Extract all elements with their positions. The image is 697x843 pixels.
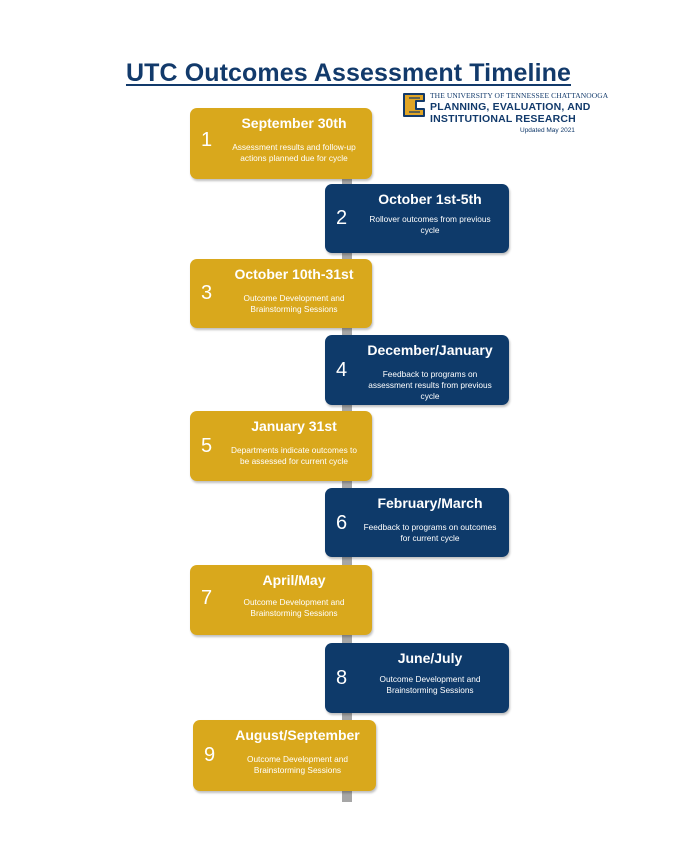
timeline-stage-6 (325, 488, 509, 557)
stage-number: 4 (336, 359, 348, 381)
stage-heading: April/May (262, 572, 326, 588)
stage-number: 7 (201, 587, 213, 609)
stage-heading: December/January (367, 342, 493, 358)
stage-heading: September 30th (241, 115, 347, 131)
stage-description: Assessment results and follow-up actions planned due for cycle (232, 142, 356, 163)
stage-description: Outcome Development and Brainstorming Sessions (379, 674, 481, 695)
logo-university-name: THE UNIVERSITY OF TENNESSEE CHATTANOOGA (430, 91, 609, 100)
stage-description: Outcome Development and Brainstorming Sessions (246, 754, 348, 775)
stage-number: 5 (201, 435, 213, 457)
stage-number: 3 (201, 282, 213, 304)
stage-number: 2 (336, 207, 348, 229)
timeline-stage-3 (190, 259, 372, 328)
stage-description: Outcome Development and Brainstorming Sessions (243, 597, 345, 618)
stage-description: Rollover outcomes from previous cycle (369, 214, 491, 235)
timeline-stage-9 (193, 720, 376, 791)
stage-heading: June/July (397, 650, 463, 666)
page-title: UTC Outcomes Assessment Timeline (125, 59, 571, 87)
timeline-stage-7 (190, 565, 372, 635)
stage-description: Outcome Development and Brainstorming Sessions (243, 293, 345, 314)
timeline-stage-1 (190, 108, 372, 179)
stage-heading: August/September (235, 727, 360, 743)
timeline-stage-2 (325, 184, 509, 253)
stage-description: Feedback to programs on assessment results from previous cycle (368, 369, 492, 401)
stage-number: 1 (201, 129, 213, 151)
stage-heading: October 10th-31st (234, 266, 354, 282)
stage-description: Feedback to programs on outcomes for current cycle (363, 522, 497, 543)
utc-logo (400, 91, 610, 141)
stage-heading: October 1st-5th (378, 191, 482, 207)
timeline-stage-4 (325, 335, 509, 405)
timeline-stage-8 (325, 643, 509, 713)
stage-heading: January 31st (251, 418, 337, 434)
stage-heading: February/March (377, 495, 483, 511)
stage-description: Departments indicate outcomes to be assessed for current cycle (231, 445, 357, 466)
stage-number: 6 (336, 512, 348, 534)
logo-office-line-1: PLANNING, EVALUATION, AND (430, 101, 591, 113)
utc-c-logo-icon (400, 92, 428, 118)
timeline-stage-5 (190, 411, 372, 481)
updated-date: Updated May 2021 (520, 127, 575, 134)
logo-office-line-2: INSTITUTIONAL RESEARCH (430, 113, 576, 125)
stage-number: 9 (204, 744, 216, 766)
stage-number: 8 (336, 667, 348, 689)
